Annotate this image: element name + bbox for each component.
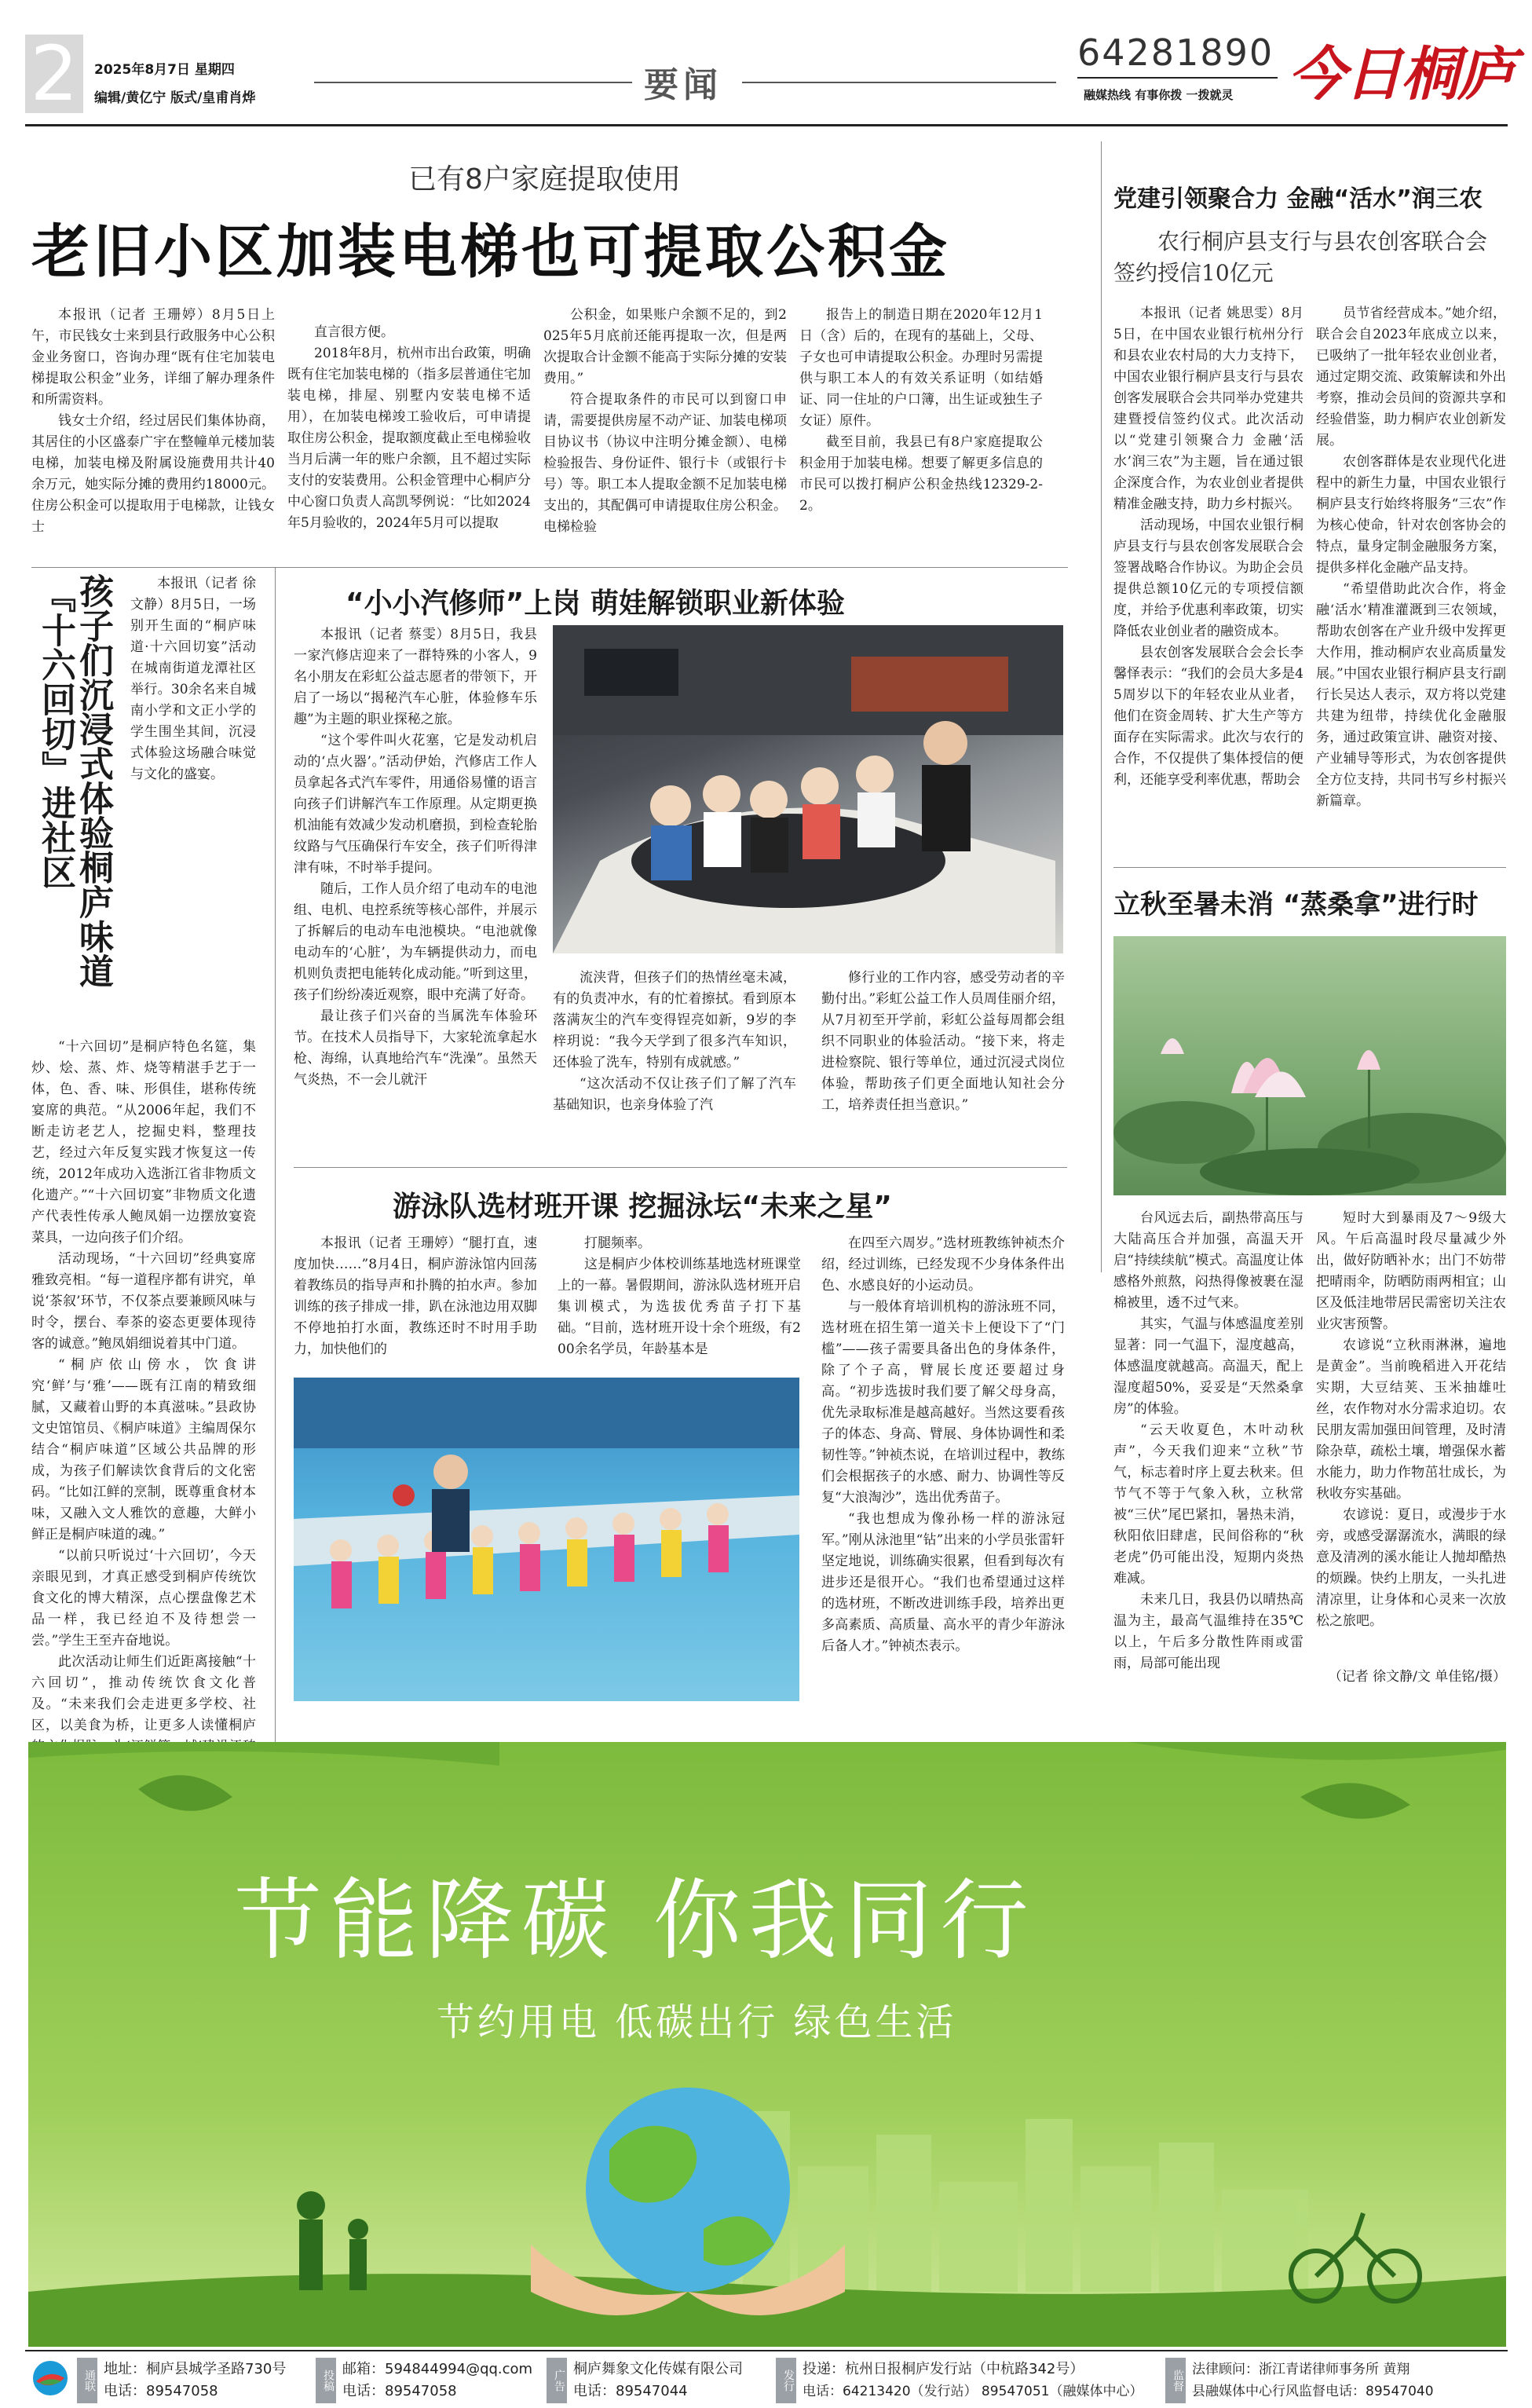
right-top-col-2: 员节省经营成本。”她介绍，联合会自2023年底成立以来，已吸纳了一批年轻农业创业者，通过定期交流、政策解读和外出考察，推动会员间的资源共享和经验借鉴，助力桐庐农业创新发展。 农创客群体是农业现代化进程中的新生力量，中国农业银行桐庐县支行始终将服务“三农”作为核心使命，针对农创客协会的特点，量身定制金融服务方案，提供多样化金融产品支持。 “希望借助此次合作，将金融‘活水’精准灌溉到三农领域，帮助农创客在产业升级中发挥更大作用，推动桐庐农业高质量发展。”中国农业银行桐庐县支行副行长吴达人表示，双方将以党建共建为纽带，持续优化金融服务，通过政策宣讲、融资对接、产业辅导等形式，为农创客提供全方位支持，共同书写乡村振兴新篇章。 [1316,306,1506,809]
mechanic-col-1: 本报讯（记者 蔡雯）8月5日，我县一家汽修店迎来了一群特殊的小客人，9名小朋友在彩虹公益志愿者的带领下，开启了一场以“揭秘汽车心脏，体验修车乐趣”为主题的职业探秘之旅。 “这个零件叫火花塞，它是发动机启动的‘点火器’。”活动伊始，汽修店工作人员拿起各式汽车零件，用通俗易懂的语言向孩子们讲解汽车工作原理。从定期更换机油能有效减少发动机磨损，到检查轮胎纹路与气压确保行车安全，孩子们听得津津有味，不时举手提问。 随后，工作人员介绍了电动车的电池组、电机、电控系统等核心部件，并展示了拆解后的电动车电池模块。“电池就像电动车的‘心脏’，为车辆提供动力，而电机则负责把电能转化成动能。”听到这里，孩子们纷纷凑近观察，眼中充满了好奇。 最让孩子们兴奋的当属洗车体验环节。在技术人员指导下，大家轮流拿起水枪、海绵，认真地给汽车“洗澡”。虽然天气炎热，不一会儿就汗 [294,627,537,1088]
lead-bottom-rule [31,567,1068,568]
mechanic-photo [553,625,1063,953]
hotline-caption: 融媒热线 有事你拨 一拨就灵 [1084,88,1234,102]
lotus-photo-art [1113,936,1506,1195]
lead-headline: 老旧小区加装电梯也可提取公积金 [31,218,950,286]
lead-col-2: 直言很方便。 2018年8月，杭州市出台政策，明确既有住宅加装电梯的（指多层普通住宅加装电梯，排屋、别墅内安装电梯不适用），在加装电梯竣工验收后，可申请提取住房公积金，提取额度截止至电梯验收当月后满一年的账户余额，且不超过实际支付的安装费用。公积金管理中心桐庐分中心窗口负责人高凯琴例说：“比如2024年5月验收的，2024年5月可以提取 [287,324,531,531]
lotus-photo-credit: （记者 徐文静/文 单佳铭/摄） [1328,1669,1506,1685]
side-headline: 孩子们沉浸式体验桐庐味道 [73,573,113,988]
side-headline-prefix: 『十六回切』进社区 [35,578,75,889]
energy-ad-text-layer [28,1742,1506,2347]
footer-email: 邮箱：594844994@qq.com [342,2361,533,2377]
energy-ad-title: 节能降碳 你我同行 [234,1870,1037,1972]
column-divider-right [1101,141,1102,1272]
right-top-bottom-rule [1113,867,1506,868]
media-logo-icon [31,2359,69,2397]
swim-col-3: 在四至六周岁。”选材班教练钟祯杰介绍，经过训练，已经发现不少身体条件出色、水感良好的小运动员。 与一般体育培训机构的游泳班不同，选材班在招生第一道关卡上便设下了“门槛”——孩子需要具备出色的身体条件，除了个子高，臂展长度还要超过身高。“初步选拔时我们要了解父母身高，优先录取标准是越高越好。当然这要看孩子的体态、身高、臂展、身体协调性和柔韧性等。”钟祯杰说，在培训过程中，教练们会根据孩子的水感、耐力、协调性等反复“大浪淘沙”，选出优秀苗子。 “我也想成为像孙杨一样的游泳冠军。”刚从泳池里“钻”出来的小学员张雷轩坚定地说，训练确实很累，但看到每次有进步还是很开心。“我们也希望通过这样的选材班，不断改进训练手段，培养出更多高素质、高质量、高水平的青少年游泳后备人才。”钟祯杰表示。 [821,1235,1065,1654]
footer-address-phone: 电话：89547058 [104,2383,218,2399]
right-top-subhead: 农行桐庐县支行与县农创客联合会签约授信10亿元 [1113,229,1488,286]
footer-distribution-phone: 电话：64213420（发行站） 89547051（融媒体中心） [803,2384,1143,2399]
swim-photo-art [294,1378,799,1701]
energy-ad [28,1742,1506,2347]
mechanic-bottom-rule [294,1167,1067,1168]
footer-legal-advisor: 法律顾问：浙江青诺律师事务所 黄翔 [1192,2362,1410,2377]
hotline-number: 64281890 [1077,31,1274,74]
right-bottom-headline: 立秋至暑未消 “蒸桑拿”进行时 [1113,889,1479,920]
footer-address: 地址：桐庐县城学圣路730号 [104,2361,287,2377]
right-top-col-1: 本报讯（记者 姚思雯）8月5日，在中国农业银行杭州分行和县农业农村局的大力支持下，中国农业银行桐庐县支行与县农创客发展联合会共同举办党建共建暨授信签约仪式。此次活动以“党建引领聚合力 金融‘活水’润三农”为主题，旨在通过银企深度合作，为农业创业者提供精准金融支持，助力乡村振兴。 活动现场，中国农业银行桐庐县支行与县农创客发展联合会签署战略合作协议。为助企会员提供总额10亿元的专项授信额度，并给予优惠利率政策，切实降低农业创业者的融资成本。 县农创客发展联合会会长李馨怿表示：“我们的会员大多是45周岁以下的年轻农业从业者，他们在资金周转、扩大生产等方面存在实际需求。此次与农行的合作，不仅提供了集体授信的便利，还能享受利率优惠，帮助会 [1113,306,1303,788]
mechanic-col-2: 流浃背，但孩子们的热情丝毫未减，有的负责冲水，有的忙着擦拭。看到原本落满灰尘的汽车变得锃亮如新，9岁的李梓玥说：“我今天学到了很多汽车知识，还体验了洗车，特别有成就感。” “这次活动不仅让孩子们了解了汽车基础知识，也亲身体验了汽 [553,970,796,1113]
mechanic-headline: “小小汽修师”上岗 萌娃解锁职业新体验 [346,587,845,620]
footer-ad-company: 桐庐舞象文化传媒有限公司 [573,2361,743,2377]
section-rule-left [314,82,632,83]
hotline-rule [1077,77,1278,79]
section-name: 要闻 [644,65,722,105]
lead-col-1: 本报讯（记者 王珊婷）8月5日上午，市民钱女士来到县行政服务中心公积金业务窗口，咨询办理“既有住宅加装电梯提取公积金”业务，详细了解办理条件和所需资料。 钱女士介绍，经过居民们集体协商，其居住的小区盛泰广宇在整幢单元楼加装电梯，加装电梯及附属设施费用共计40余万元，她实际分摊的费用约18000元。住房公积金可以提取用于电梯款，让钱女士 [31,307,275,535]
mechanic-photo-art [553,625,1063,953]
section-rule-right [742,82,1056,83]
footer-label-ads: 广告 [547,2358,567,2403]
side-body: “十六回切”是桐庐特色名筵，集炒、烩、蒸、炸、烧等精湛手艺于一体，色、香、味、形俱佳，堪称传统宴席的典范。“从2006年起，我们不断走访老艺人，挖掘史料，整理技艺，经过六年反复实践才恢复这一传统，2012年成功入选浙江省非物质文化遗产。”“十六回切宴”非物质文化遗产代表性传承人鲍凤娟一边摆放宴瓷菜具，一边向孩子们介绍。 活动现场，“十六回切”经典宴席雅致亮相。“每一道程序都有讲究，单说‘茶叙’环节，不仅茶点要兼顾风味与时令，摆台、奉茶的姿态更要体现待客的诚意。”鲍凤娟细说着其中门道。 “桐庐依山傍水，饮食讲究‘鲜’与‘雅’——既有江南的精致细腻，又藏着山野的本真滋味。”县政协文史馆馆员、《桐庐味道》主编周保尔结合“桐庐味道”区域公共品牌的形成，为孩子们解读饮食背后的文化密码。“比如江鲜的烹制，既尊重食材本味，又融入文人雅饮的意趣，大鲜小鲜正是桐庐味道的魂。” “以前只听说过‘十六回切’，今天亲眼见到，才真正感受到桐庐传统饮食文化的博大精深，点心摆盘像艺术品一样，我已经迫不及待想尝一尝。”学生王至卉奋地说。 此次活动让师生们近距离接触“十六回切”，推动传统饮食文化普及。“未来我们会走进更多学校、社区，以美食为桥，让更多人读懂桐庐 [31,1039,256,1733]
mechanic-col-3: 修行业的工作内容，感受劳动者的辛勤付出。”彩虹公益工作人员周佳丽介绍，从7月初至开学前，彩虹公益每周都会组织不同职业的体验活动。“接下来，将走进检察院、银行等单位，通过沉浸式岗位体验，帮助孩子们更全面地认知社会分工，培养责任担当意识。” [821,970,1065,1113]
footer-label-contact: 通联 [77,2358,97,2403]
footer-label-submit: 投稿 [316,2358,336,2403]
footer-distribution: 投递：杭州日报桐庐发行站（中杭路342号） [803,2361,1084,2377]
right-bottom-col-2: 短时大到暴雨及7～9级大风。午后高温时段尽量减少外出，做好防晒补水；出门不妨带把晴雨伞，防晒防雨两相宜；山区及低洼地带居民需密切关注农业灾害预警。 农谚说“立秋雨淋淋，遍地是黄金”。当前晚稻进入开花结实期，大豆结荚、玉米抽雄吐丝，农作物对水分需求迫切。农民朋友需加强田间管理，及时清除杂草，疏松土壤，增强保水蓄水能力，助力作物茁壮成长，为秋收夯实基础。 农谚说：夏日，或漫步于水旁，或感受潺潺流水，满眼的绿意及清冽的溪水能让人抛却酷热的烦躁。快约上朋友，一头扎进清凉里，让身体和心灵来一次放松之旅吧。 [1316,1210,1506,1629]
editors-line: 编辑/黄亿宁 版式/皇甫肖烨 [94,90,256,106]
footer-label-supervision: 监督 [1165,2358,1186,2403]
footer-ads-phone: 电话：89547044 [573,2383,688,2399]
masthead-bottom-rule [25,124,1508,126]
footer-label-distribution: 发行 [776,2358,796,2403]
footer-submit-phone: 电话：89547058 [342,2383,457,2399]
page-number: 2 [25,35,83,113]
paper-logo: 今日桐庐 [1288,41,1514,108]
swim-photo [294,1378,799,1701]
side-divider [275,567,276,1894]
lead-col-4: 报告上的制造日期在2020年12月1日（含）后的，在现有的基础上，父母、子女也可申请提取公积金。办理时另需提供与职工本人的有效关系证明（如结婚证、同一住址的户口簿，出生证或独生子女证）原件。 截至目前，我县已有8户家庭提取公积金用于加装电梯。想要了解更多信息的市民可以拨打桐庐公积金热线12329-2-2。 [799,307,1043,514]
side-byline: 本报讯（记者 徐文静）8月5日，一场别开生面的“桐庐味道·十六回切宴”活动在城南街道龙潭社区举行。30余名来自城南小学和文正小学的学生围坐其间，沉浸式体验这场融合味觉与文化的盛宴。 [130,576,256,782]
footer-top-rule [25,2350,1508,2351]
right-top-headline: 党建引领聚合力 金融“活水”润三农 [1113,185,1483,213]
swim-col-2: 打腿频率。 这是桐庐少体校训练基地选材班课堂上的一幕。暑假期间，游泳队选材班开启集训模式，为选拔优秀苗子打下基础。“目前，选材班开设十余个班级，有200余名学员，年龄基本是 [558,1235,801,1357]
lead-col-3: 公积金，如果账户余额不足的，到2025年5月底前还能再提取一次，但是两次提取合计金额不能高于实际分摊的安装费用。” 符合提取条件的市民可以到窗口申请，需要提供房屋不动产证、加装电梯项目协议书（协议中注明分摊金额）、电梯检验报告、身份证件、银行卡（或银行卡号）等。职工本人提取金额不足加装电梯支出的，其配偶可申请提取住房公积金。电梯检验 [543,307,787,535]
right-bottom-col-1: 台风远去后，副热带高压与大陆高压合并加强，高温天开启“持续续航”模式。高温度让体感格外煎熬，闷热得像被裹在湿棉被里，透不过气来。 其实，气温与体感温度差别显著：同一气温下，湿度越高，体感温度就越高。高温天，配上湿度超50%，妥妥是“天然桑拿房”的体验。 “云天收夏色，木叶动秋声”，今天我们迎来“立秋”节气，标志着时序上夏去秋来。但节气不等于气象入秋，立秋常被“三伏”尾巴紧扣，暑热未消，秋阳依旧肆虐，民间俗称的“秋老虎”仍可能出没，短期内炎热难减。 未来几日，我县仍以晴热高温为主，最高气温维持在35℃以上，午后多分散性阵雨或雷雨，局部可能出现 [1113,1210,1303,1671]
energy-ad-subtitle: 节约用电 低碳出行 绿色生活 [437,2000,957,2044]
issue-date: 2025年8月7日 星期四 [94,62,235,78]
lead-kicker: 已有8户家庭提取使用 [408,163,681,196]
footer-supervision-phone: 县融媒体中心行风监督电话：89547040 [1192,2384,1434,2399]
lotus-photo [1113,936,1506,1195]
swim-col-1: 本报讯（记者 王珊婷）“腿打直，速度加快……”8月4日，桐庐游泳馆内回荡着教练员的指导声和扑腾的拍水声。参加训练的孩子排成一排，趴在泳池边用双脚不停地拍打水面，教练还时不时用手助力，加快他们的 [294,1235,537,1357]
swim-headline: 游泳队选材班开课 挖掘泳坛“未来之星” [393,1191,892,1223]
